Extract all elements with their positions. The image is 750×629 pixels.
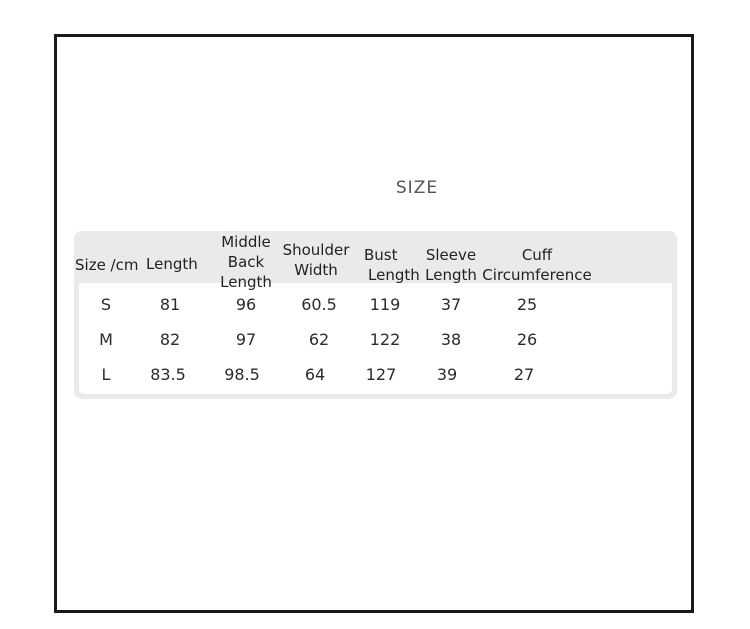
header-shoulder-width: Shoulder Width <box>282 241 350 279</box>
table-cell: 127 <box>365 365 397 384</box>
table-cell: 97 <box>235 330 257 349</box>
header-size: Size /cm <box>75 256 139 274</box>
header-bust-length: Bust Length <box>364 246 420 284</box>
table-cell: 39 <box>436 365 458 384</box>
header-length: Length <box>146 255 198 273</box>
header-sleeve-length: Sleeve Length <box>425 246 477 284</box>
table-cell: 81 <box>159 295 181 314</box>
table-cell: L <box>101 365 111 384</box>
table-cell: 27 <box>513 365 535 384</box>
table-cell: S <box>100 295 112 314</box>
table-cell: 62 <box>308 330 330 349</box>
table-cell: 98.5 <box>224 365 260 384</box>
table-cell: 26 <box>516 330 538 349</box>
table-cell: 25 <box>516 295 538 314</box>
table-cell: 83.5 <box>150 365 186 384</box>
size-chart-title: SIZE <box>395 178 439 198</box>
table-cell: 38 <box>440 330 462 349</box>
table-cell: 119 <box>369 295 401 314</box>
table-cell: 37 <box>440 295 462 314</box>
table-cell: 82 <box>159 330 181 349</box>
header-cuff-circumference: Cuff Circumference <box>482 246 592 284</box>
table-cell: 60.5 <box>301 295 337 314</box>
table-cell: 122 <box>369 330 401 349</box>
table-cell: M <box>99 330 113 349</box>
table-cell: 96 <box>235 295 257 314</box>
header-middle-back-length: Middle Back Length <box>220 233 272 291</box>
table-cell: 64 <box>304 365 326 384</box>
